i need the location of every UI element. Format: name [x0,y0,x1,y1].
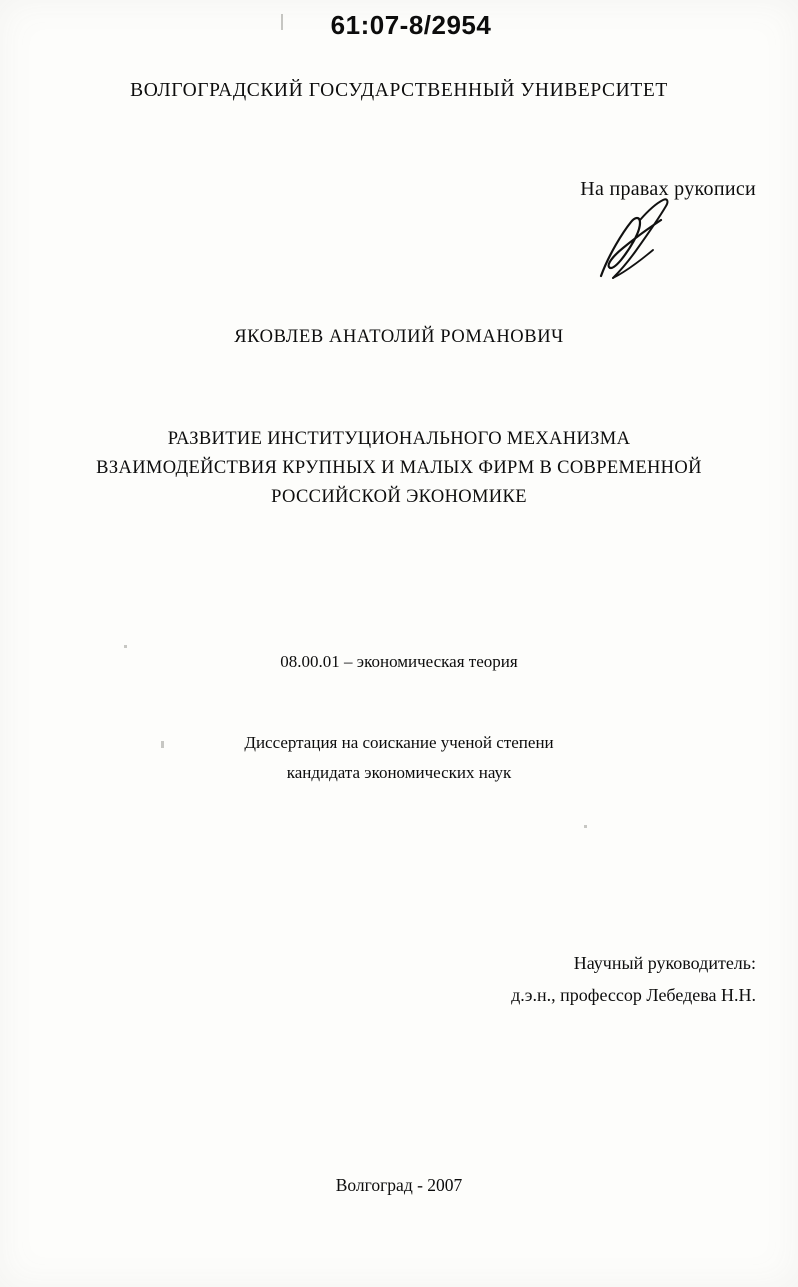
title-line-2: ВЗАИМОДЕЙСТВИЯ КРУПНЫХ И МАЛЫХ ФИРМ В СОВРЕМЕННОЙ [96,458,702,479]
degree-statement [0,728,798,788]
dissertation-title [0,425,798,513]
title-line-3: РОССИЙСКОЙ ЭКОНОМИКЕ [271,487,527,508]
author-name: ЯКОВЛЕВ АНАТОЛИЙ РОМАНОВИЧ [234,327,564,347]
catalog-number: 61:07-8/2954 [330,10,492,40]
advisor-name: д.э.н., профессор Лебедева Н.Н. [511,985,756,1006]
degree-line-2: кандидата экономических наук [286,762,512,782]
university-name: ВОЛГОГРАДСКИЙ ГОСУДАРСТВЕННЫЙ УНИВЕРСИТЕТ [130,80,668,101]
academic-advisor [511,947,756,1012]
city-and-year: Волгоград - 2007 [335,1175,463,1195]
degree-line-1: Диссертация на соискание ученой степени [244,733,554,752]
scan-speck [584,825,587,828]
scan-speck [124,645,127,648]
specialty-code: 08.00.01 – экономическая теория [280,652,518,671]
title-line-1: РАЗВИТИЕ ИНСТИТУЦИОНАЛЬНОГО МЕХАНИЗМА [167,429,631,449]
scan-speck [161,741,164,748]
manuscript-note: На правах рукописи [580,178,756,200]
handwritten-signature-icon [583,198,703,298]
advisor-label: Научный руководитель: [573,953,756,973]
scan-speck [281,14,283,30]
